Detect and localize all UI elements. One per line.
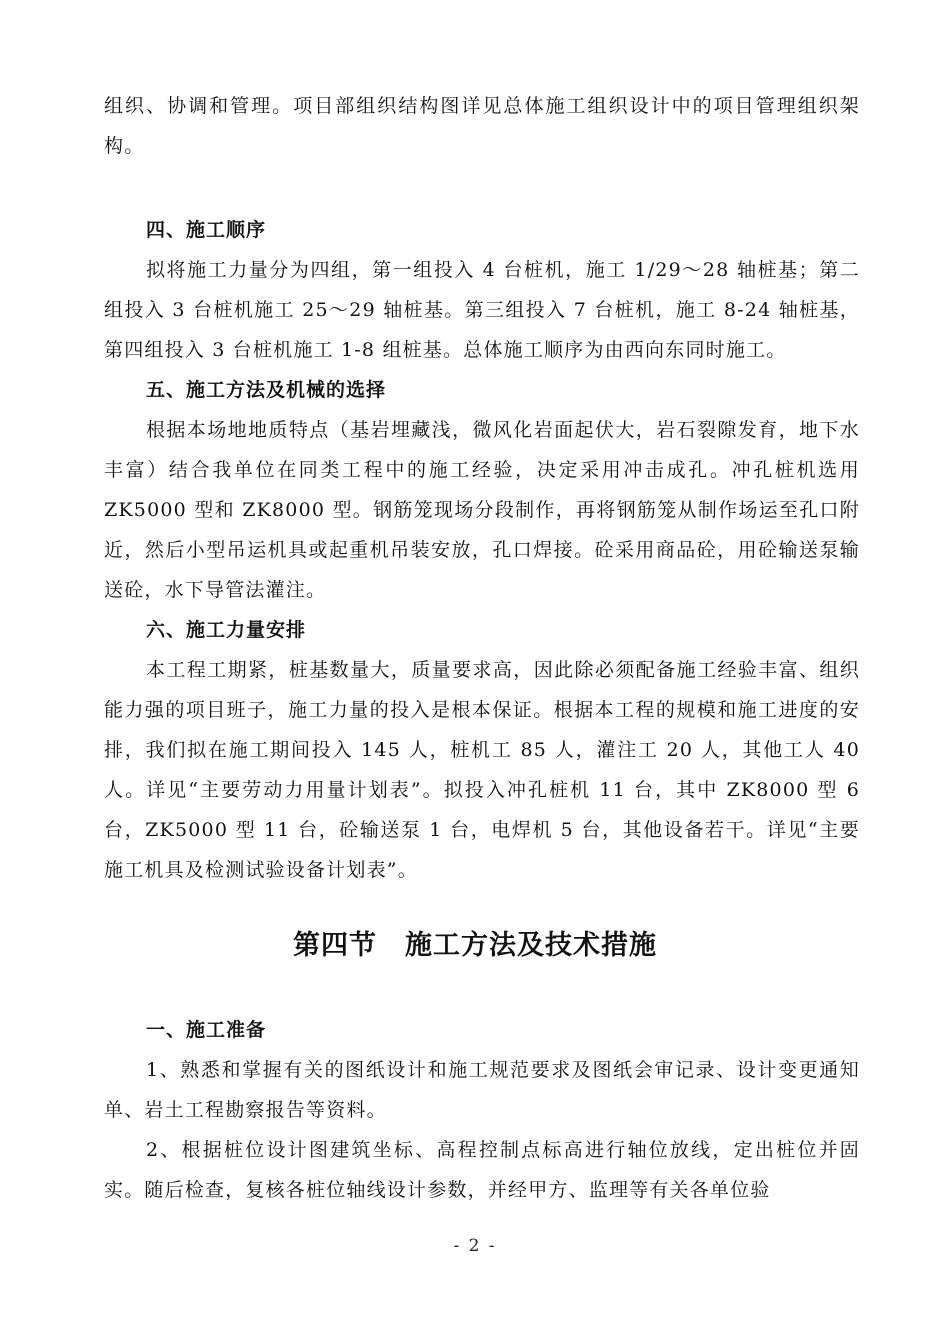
section-title: 第四节 施工方法及技术措施 [293,930,657,961]
preparation-item-2: 2、根据桩位设计图建筑坐标、高程控制点标高进行轴位放线，定出桩位并固实。随后检查，复核各桩位轴线设计参数，并经甲方、监理等有关各单位验 [104,1139,860,1201]
heading-workforce-arrangement: 六、施工力量安排 [146,619,307,641]
workforce-arrangement-paragraph: 本工程工期紧，桩基数量大，质量要求高，因此除必须配备施工经验丰富、组织能力强的项目班子，施工力量的投入是根本保证。根据本工程的规模和施工进度的安排，我们拟在施工期间投入 145 人，桩机工 85 人，灌注工 20 人，其他工人 40 人。详见“主要劳动力用量计划表”。拟投入冲孔桩机 11 台，其中 ZK8000 型 6 台，ZK5000 型 11 台，砼输送泵 1 台，电焊机 5 台，其他设备若干。详见“主要施工机具及检测试验设备计划表”。 [104,659,860,881]
heading-preparation: 一、施工准备 [146,1019,267,1041]
heading-method-and-machinery: 五、施工方法及机械的选择 [146,379,387,401]
preparation-item-1: 1、熟悉和掌握有关的图纸设计和施工规范要求及图纸会审记录、设计变更通知单、岩土工程勘察报告等资料。 [104,1059,860,1121]
heading-construction-sequence: 四、施工顺序 [146,219,267,241]
construction-sequence-paragraph: 拟将施工力量分为四组，第一组投入 4 台桩机，施工 1/29～28 轴桩基；第二组投入 3 台桩机施工 25～29 轴桩基。第三组投入 7 台桩机，施工 8-24 轴桩基，第四组投入 3 台桩机施工 1-8 组桩基。总体施工顺序为由西向东同时施工。 [104,259,860,361]
method-and-machinery-paragraph: 根据本场地地质特点（基岩埋藏浅，微风化岩面起伏大，岩石裂隙发育，地下水丰富）结合我单位在同类工程中的施工经验，决定采用冲击成孔。冲孔桩机选用 ZK5000 型和 ZK8000 型。钢筋笼现场分段制作，再将钢筋笼从制作场运至孔口附近，然后小型吊运机具或起重机吊装安放，孔口焊接。砼采用商品砼，用砼输送泵输送砼，水下导管法灌注。 [104,419,860,601]
page-number: - 2 - [453,1236,497,1256]
intro-paragraph: 组织、协调和管理。项目部组织结构图详见总体施工组织设计中的项目管理组织架构。 [104,95,860,157]
